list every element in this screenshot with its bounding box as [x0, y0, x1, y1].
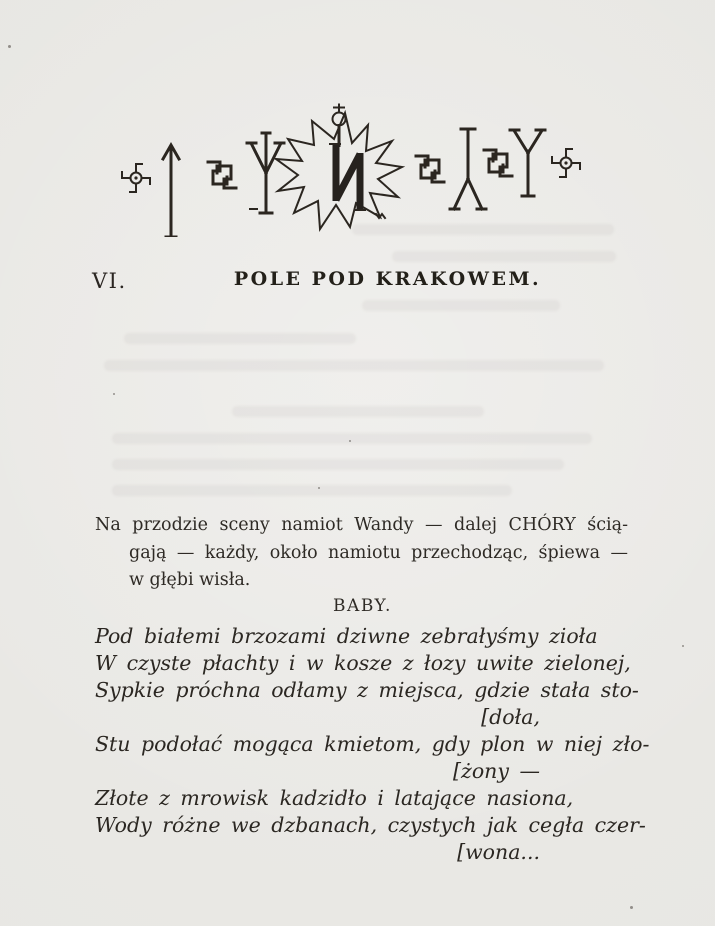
paper-speck — [630, 906, 633, 909]
verse-line: W czyste płachty i w kosze z łozy uwite zielonej, — [95, 651, 631, 675]
runic-vignette-ornament — [98, 101, 618, 237]
bleedthrough-line — [362, 300, 560, 311]
verse-line-continuation: [doła, — [481, 705, 540, 729]
verse-line-continuation: [wona... — [457, 840, 540, 864]
paper-speck — [318, 487, 320, 489]
verse-line: Złote z mrowisk kadzidło i latające nasiona, — [95, 786, 574, 810]
verse-line: Sypkie próchna odłamy z miejsca, gdzie stała sto- — [95, 678, 639, 702]
bleedthrough-line — [392, 251, 616, 262]
scene-title: POLE POD KRAKOWEM. — [233, 268, 542, 290]
stage-directions-line: gają — każdy, około namiotu przechodząc, śpiewa — — [129, 542, 628, 563]
chorus-verse — [95, 623, 650, 866]
bleedthrough-line — [112, 459, 564, 470]
paper-speck — [8, 45, 11, 48]
bleedthrough-line — [352, 224, 614, 235]
bleedthrough-line — [112, 433, 592, 444]
speaker-heading: BABY. — [333, 596, 392, 616]
bleedthrough-line — [232, 406, 484, 417]
bleedthrough-line — [112, 485, 512, 496]
paper-speck — [682, 645, 684, 647]
scene-number: VI. — [92, 269, 127, 293]
verse-line: Pod białemi brzozami dziwne zebrałyśmy zioła — [95, 624, 598, 648]
stage-directions-line: Na przodzie sceny namiot Wandy — dalej CHÓRY ścią- — [95, 515, 628, 535]
paper-speck — [349, 440, 351, 442]
paper-speck — [113, 393, 115, 395]
stage-directions — [95, 512, 628, 595]
verse-line: Stu podołać mogąca kmietom, gdy plon w niej zło- — [95, 732, 650, 756]
bleedthrough-line — [124, 333, 356, 344]
bleedthrough-line — [104, 360, 604, 371]
verse-line: Wody różne we dzbanach, czystych jak cegła czer- — [95, 813, 646, 837]
stage-directions-line: w głębi wisła. — [129, 570, 251, 590]
sunburst-runes-icon — [98, 101, 618, 237]
verse-line-continuation: [żony — — [453, 759, 540, 783]
